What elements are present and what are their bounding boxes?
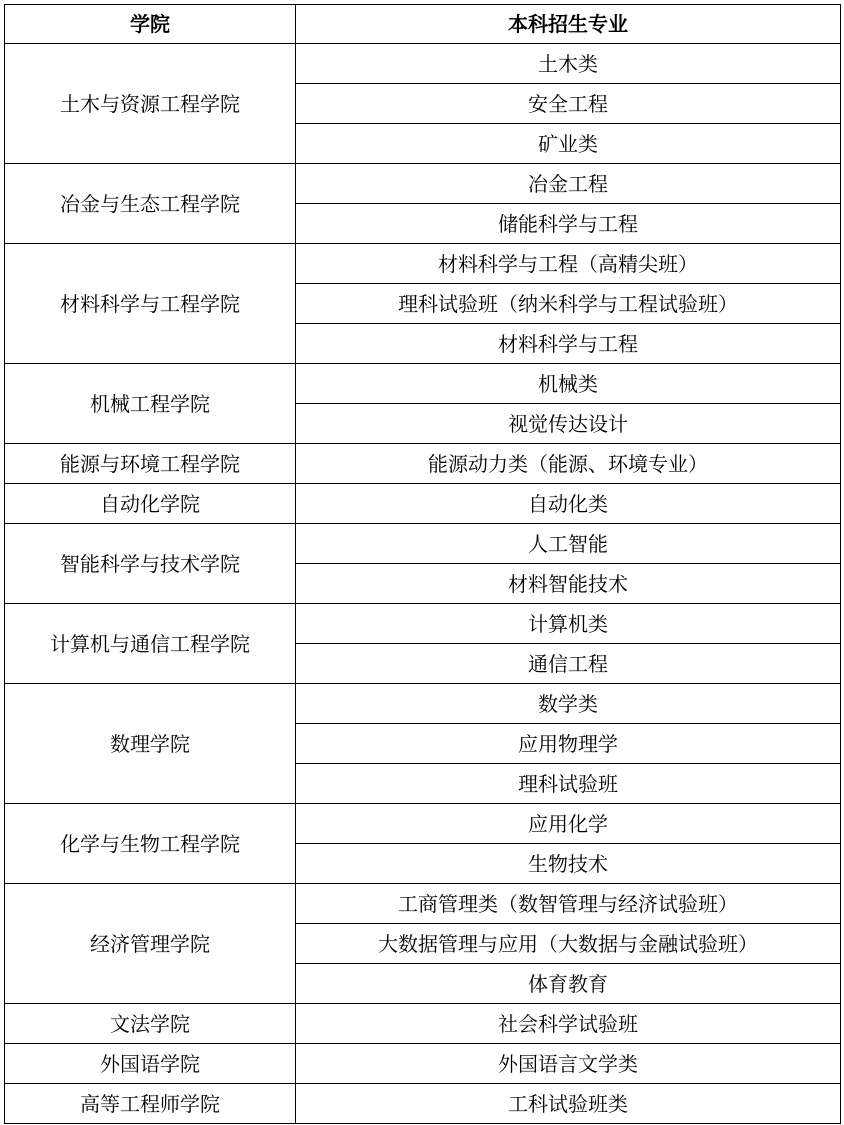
major-cell: 人工智能 [296,524,841,564]
table-row [5,604,841,644]
table-row [5,524,841,564]
college-cell: 能源与环境工程学院 [5,444,296,484]
table-row [5,364,841,404]
table-row [5,1044,841,1084]
college-column-header: 学院 [5,5,296,44]
major-cell: 外国语言文学类 [296,1044,841,1084]
major-cell: 视觉传达设计 [296,404,841,444]
major-cell: 计算机类 [296,604,841,644]
major-cell: 应用化学 [296,804,841,844]
majors-column-header: 本科招生专业 [296,5,841,44]
major-cell: 工科试验班类 [296,1084,841,1124]
table-row [5,44,841,84]
college-cell: 计算机与通信工程学院 [5,604,296,684]
table-row [5,484,841,524]
major-cell: 冶金工程 [296,164,841,204]
table-row [5,164,841,204]
major-cell: 体育教育 [296,964,841,1004]
college-cell: 外国语学院 [5,1044,296,1084]
major-cell: 应用物理学 [296,724,841,764]
major-cell: 储能科学与工程 [296,204,841,244]
header-row [5,5,841,44]
major-cell: 通信工程 [296,644,841,684]
major-cell: 社会科学试验班 [296,1004,841,1044]
table-row [5,444,841,484]
table-row [5,1004,841,1044]
college-cell: 自动化学院 [5,484,296,524]
admissions-table [4,4,841,1124]
college-cell: 冶金与生态工程学院 [5,164,296,244]
college-cell: 材料科学与工程学院 [5,244,296,364]
major-cell: 安全工程 [296,84,841,124]
college-cell: 化学与生物工程学院 [5,804,296,884]
college-cell: 高等工程师学院 [5,1084,296,1124]
major-cell: 自动化类 [296,484,841,524]
major-cell: 材料科学与工程（高精尖班） [296,244,841,284]
major-cell: 生物技术 [296,844,841,884]
college-cell: 文法学院 [5,1004,296,1044]
college-cell: 土木与资源工程学院 [5,44,296,164]
major-cell: 能源动力类（能源、环境专业） [296,444,841,484]
college-cell: 经济管理学院 [5,884,296,1004]
major-cell: 材料智能技术 [296,564,841,604]
major-cell: 理科试验班（纳米科学与工程试验班） [296,284,841,324]
college-cell: 机械工程学院 [5,364,296,444]
table-body [5,44,841,1124]
major-cell: 大数据管理与应用（大数据与金融试验班） [296,924,841,964]
table-row [5,244,841,284]
college-cell: 智能科学与技术学院 [5,524,296,604]
major-cell: 材料科学与工程 [296,324,841,364]
college-cell: 数理学院 [5,684,296,804]
table-row [5,804,841,844]
major-cell: 矿业类 [296,124,841,164]
table-row [5,1084,841,1124]
major-cell: 理科试验班 [296,764,841,804]
major-cell: 土木类 [296,44,841,84]
major-cell: 工商管理类（数智管理与经济试验班） [296,884,841,924]
major-cell: 数学类 [296,684,841,724]
table-row [5,884,841,924]
major-cell: 机械类 [296,364,841,404]
table-row [5,684,841,724]
